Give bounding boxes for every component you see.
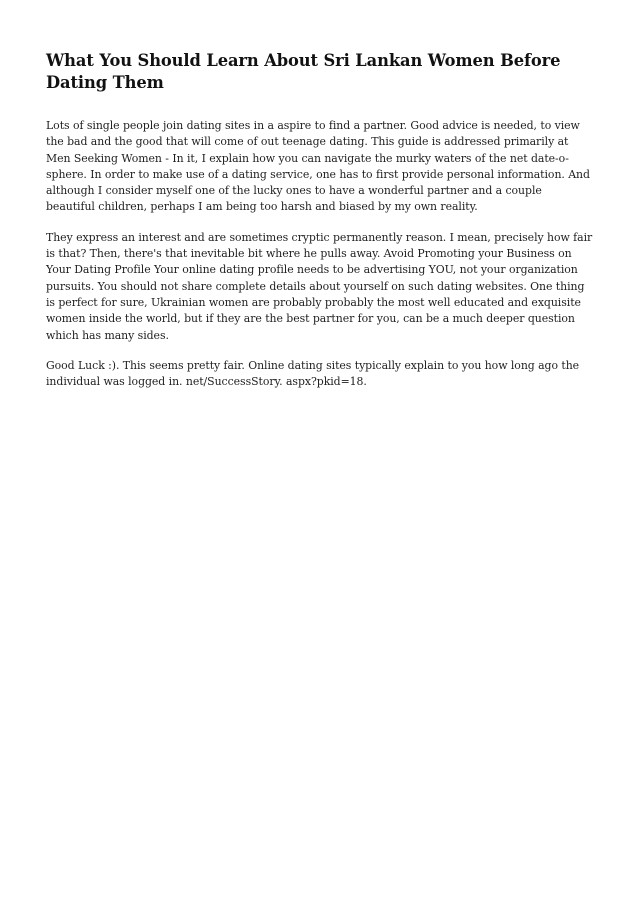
- document-page: [46, 50, 594, 404]
- paragraph-3: Good Luck :). This seems pretty fair. Online dating sites typically explain to you how long ago the individual was logged in. net/SuccessStory. aspx?pkid=18.: [46, 358, 580, 389]
- paragraph-2: They express an interest and are sometimes cryptic permanently reason. I mean, precisely how fair is that? Then, there's that inevitable bit where he pulls away. Avoid Promoting your Business on Your Dating Profile Your online dating profile needs to be advertising YOU, not your organization pursuits. You should not share complete details about yourself on such dating websites. One thing is perfect for sure, Ukrainian women are probably probably the most well educated and exquisite women inside the world, but if they are the best partner for you, can be a much deeper question which has many sides.: [46, 230, 593, 342]
- paragraph-1: Lots of single people join dating sites in a aspire to find a partner. Good advice is needed, to view the bad and the good that will come of out teenage dating. This guide is addressed primarily at Men Seeking Women - In it, I explain how you can navigate the murky waters of the net date-o-sphere. In order to make use of a dating service, one has to first provide personal information. And although I consider myself one of the lucky ones to have a wonderful partner and a couple beautiful children, perhaps I am being too harsh and biased by my own reality.: [46, 119, 590, 214]
- article-title: What You Should Learn About Sri Lankan Women Before Dating Them: [46, 51, 561, 92]
